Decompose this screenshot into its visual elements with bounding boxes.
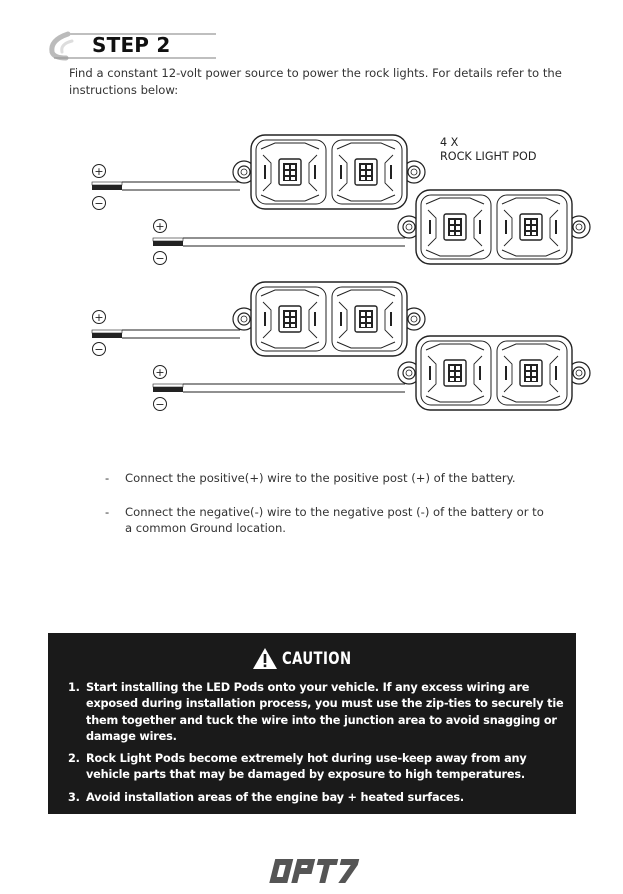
bullet-dash: - [105, 505, 110, 519]
instruction-text: Connect the positive(+) wire to the positive post (+) of the battery. [125, 471, 516, 485]
wiring-diagram [0, 120, 623, 420]
pod-count: 4 X [440, 136, 459, 149]
caution-item [68, 790, 568, 806]
item-number: 2. [68, 752, 80, 766]
caution-text: Rock Light Pods become extremely hot during use-keep away from any vehicle parts that may be damaged by exposure to high temperatures. [86, 752, 527, 782]
positive-symbol: + [155, 366, 165, 379]
negative-symbol: − [155, 252, 165, 265]
negative-symbol: − [94, 343, 104, 356]
item-number: 3. [68, 790, 80, 804]
caution-item [68, 751, 568, 784]
pod-name: ROCK LIGHT POD [440, 150, 537, 163]
positive-symbol: + [94, 311, 104, 324]
caution-title: CAUTION [282, 648, 352, 669]
opt7-logo [266, 856, 360, 886]
caution-text: Avoid installation areas of the engine bay + heated surfaces. [86, 790, 464, 804]
negative-symbol: − [155, 398, 165, 411]
negative-symbol: − [94, 197, 104, 210]
caution-item [68, 680, 568, 745]
rock-light-pod-1 [92, 135, 425, 209]
instruction-list [105, 470, 545, 554]
item-number: 1. [68, 681, 80, 694]
pod-count-label [440, 136, 536, 164]
instruction-item [105, 504, 545, 536]
positive-symbol: + [94, 165, 104, 178]
caution-header [48, 647, 576, 675]
rock-light-pod-3 [92, 282, 425, 356]
bullet-dash: - [105, 471, 110, 485]
instruction-item [105, 470, 545, 486]
caution-box [48, 633, 576, 814]
caution-list [68, 680, 568, 812]
positive-symbol: + [155, 220, 165, 233]
intro-text: Find a constant 12-volt power source to power the rock lights. For details refer to the instructions below: [69, 66, 562, 97]
caution-text: Start installing the LED Pods onto your vehicle. If any excess wiring are exposed during installation process, you must use the zip-ties to securely tie them together and tuck the wire into the junction area to avoid snagging or damage wires. [86, 681, 564, 743]
instruction-text: Connect the negative(-) wire to the negative post (-) of the battery or to a common Ground location. [125, 505, 544, 535]
warning-icon [252, 647, 278, 670]
step-title: STEP 2 [92, 33, 171, 57]
